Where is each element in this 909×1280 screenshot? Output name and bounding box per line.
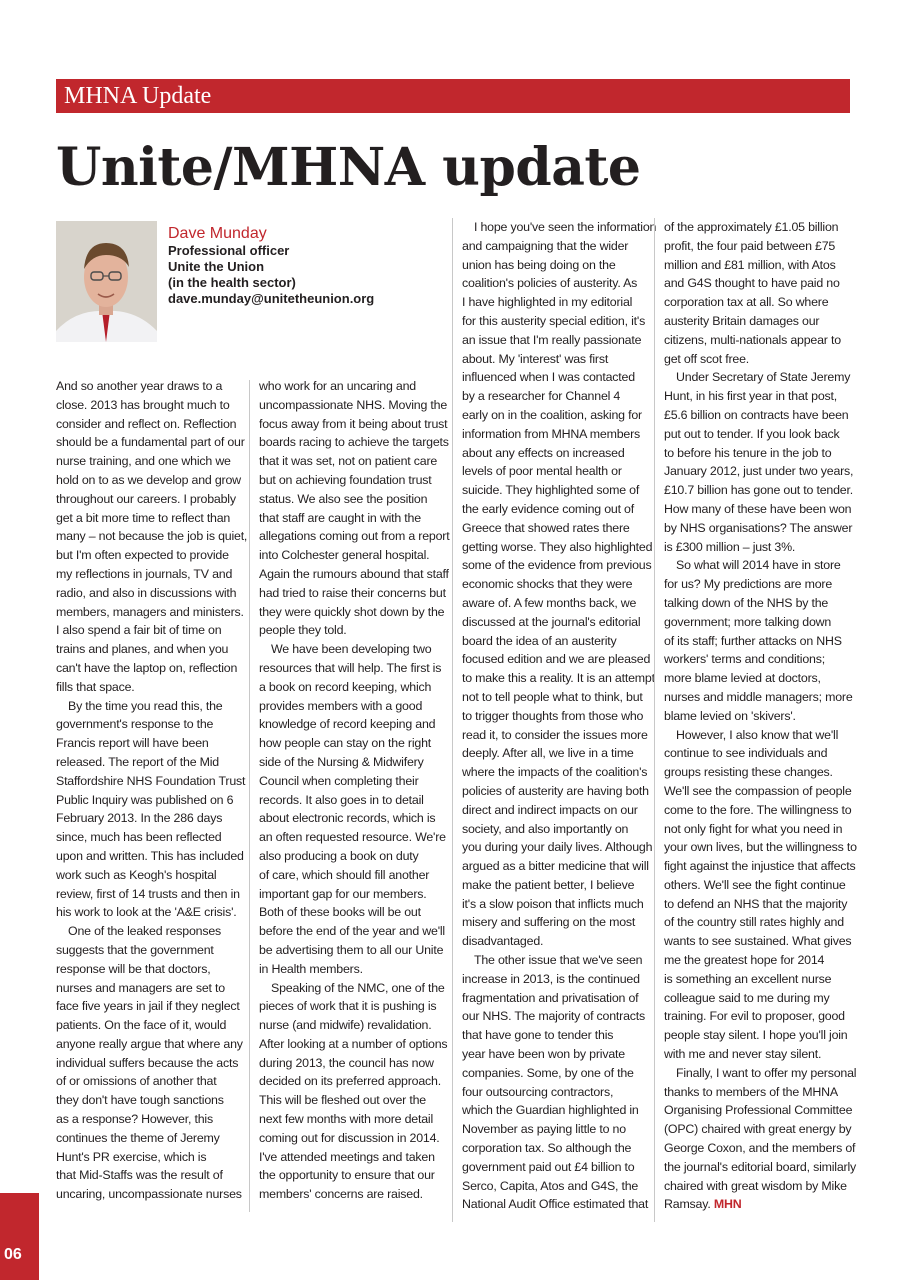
text-line: One of the leaked responses (68, 924, 222, 939)
column-divider (452, 218, 453, 1222)
text-line: coming out for discussion in 2014. (259, 1130, 440, 1145)
text-line: the opportunity to ensure that our (259, 1168, 435, 1183)
text-line: groups resisting these changes. (664, 765, 833, 780)
text-line: aware of. A few months back, we (462, 595, 637, 610)
section-title: MHNA Update (64, 83, 212, 109)
text-line: society, and also importantly on (462, 821, 629, 836)
text-line: Hunt, in his first year in that post, (664, 389, 838, 404)
text-line: the early evidence coming out of (462, 501, 634, 516)
text-line: Speaking of the NMC, one of the (271, 980, 445, 995)
paragraph (664, 726, 857, 1064)
text-line: wants to see sustained. What gives (664, 934, 852, 949)
text-line: February 2013. In the 286 days (56, 811, 223, 826)
text-line: companies. Some, by one of the (462, 1065, 634, 1080)
text-line: Council when completing their (259, 773, 419, 788)
text-line: next few months with more detail (259, 1112, 434, 1127)
paragraph (56, 922, 246, 1204)
text-line: that it was set, not on patient care (259, 454, 438, 469)
text-line: be advertising them to all our Unite (259, 942, 444, 957)
text-line: for us? My predictions are more (664, 577, 833, 592)
text-line: it's a slow poison that inflicts much (462, 896, 644, 911)
text-line: more blame levied at doctors, (664, 671, 821, 686)
text-line: had tried to raise their concerns but (259, 585, 446, 600)
text-line: discussed at the journal's editorial (462, 614, 641, 629)
text-line: about. My 'interest' was first (462, 351, 609, 366)
text-line: also producing a book on duty (259, 848, 419, 863)
text-line: Under Secretary of State Jeremy (676, 370, 851, 385)
text-line: me the greatest hope for 2014 (664, 953, 825, 968)
text-line: others. We'll see the fight continue (664, 877, 846, 892)
text-line: (OPC) chaired with great energy by (664, 1122, 852, 1137)
text-line: our NHS. The majority of contracts (462, 1009, 646, 1024)
text-line: economic shocks that they were (462, 577, 633, 592)
text-line: not only fight for what you need in (664, 821, 843, 836)
paragraph (664, 218, 854, 368)
text-line: that Mid-Staffs was the result of (56, 1168, 223, 1183)
text-line: hold on to as we develop and grow (56, 472, 241, 487)
text-line: members' concerns are raised. (259, 1187, 423, 1202)
paragraph (664, 368, 854, 556)
text-line: of the approximately £1.05 billion (664, 220, 839, 234)
text-line: chaired with great wisdom by Mike (664, 1178, 847, 1193)
text-line: uncompassionate NHS. Moving the (259, 397, 448, 412)
text-line: thanks to members of the MHNA (664, 1084, 838, 1099)
text-line: read it, to consider the issues more (462, 727, 648, 742)
text-line: records. It also goes in to detail (259, 792, 424, 807)
text-line: citizens, multi-nationals appear to (664, 332, 841, 347)
text-line: nurses and middle managers; more (664, 689, 853, 704)
text-line: an often requested resource. We're (259, 830, 446, 845)
text-line: work such as Keogh's hospital (56, 867, 217, 882)
text-line: status. We also see the position (259, 491, 428, 506)
text-line: By the time you read this, the (68, 698, 223, 713)
text-line: is £300 million – just 3%. (664, 539, 796, 554)
text-line: However, I also know that we'll (676, 727, 839, 742)
text-line: government's response to the (56, 717, 214, 732)
text-line: austerity Britain damages our (664, 313, 820, 328)
paragraph (259, 979, 449, 1205)
text-line: direct and indirect impacts on our (462, 802, 638, 817)
text-line: of its staff; further attacks on NHS (664, 633, 842, 648)
text-line: National Audit Office estimated that (462, 1197, 649, 1212)
text-line: profit, the four paid between £75 (664, 238, 836, 253)
text-line: members, managers and ministers. (56, 604, 244, 619)
text-line: get off scot free. (664, 351, 750, 366)
text-line: the journal's editorial board, similarly (664, 1159, 857, 1174)
text-line: union has being doing on the (462, 257, 616, 272)
text-line: resources that will help. The first is (259, 660, 442, 675)
text-line: important gap for our members. (259, 886, 427, 901)
text-line: focus away from it being about trust (259, 416, 448, 431)
text-line: January 2012, just under two years, (664, 464, 854, 479)
text-line: Organising Professional Committee (664, 1103, 853, 1118)
text-line: Both of these books will be out (259, 905, 421, 920)
text-line: Serco, Capita, Atos and G4S, the (462, 1178, 639, 1193)
text-line: Hunt's PR exercise, which is (56, 1149, 207, 1164)
text-line: for this austerity special edition, it's (462, 313, 646, 328)
text-line: The other issue that we've seen (474, 953, 643, 968)
text-line: not to tell people what to think, but (462, 689, 643, 704)
text-line: corporation tax. So although the (462, 1141, 632, 1156)
text-line: which the Guardian highlighted in (462, 1103, 639, 1118)
text-line: of the country still rates highly and (664, 915, 844, 930)
text-line: government; more talking down (664, 614, 832, 629)
text-line: suggests that the government (56, 942, 214, 957)
page-number: 06 (4, 1246, 22, 1263)
text-line: We have been developing two (271, 642, 432, 657)
text-line: with me and never stay silent. (664, 1047, 822, 1062)
text-line: released. The report of the Mid (56, 754, 220, 769)
text-line: misery and suffering on the most (462, 915, 636, 930)
text-line: continues the theme of Jeremy (56, 1130, 220, 1145)
author-photo-image (56, 221, 157, 342)
text-line: an issue that I'm really passionate (462, 332, 642, 347)
text-line: increase in 2013, is the continued (462, 971, 640, 986)
text-line: anyone really argue that where any (56, 1036, 243, 1051)
text-line: I hope you've seen the information (474, 220, 657, 234)
text-line: your own lives, but the willingness to (664, 840, 857, 855)
text-line: radio, and also in discussions with (56, 585, 237, 600)
article-column-3 (462, 218, 657, 1214)
paragraph (462, 218, 657, 951)
text-line: provides members with a good (259, 698, 423, 713)
text-line: and campaigning that the wider (462, 238, 629, 253)
text-line: how people can stay on the right (259, 736, 432, 751)
author-name: Dave Munday (168, 225, 267, 242)
text-line: face five years in jail if they neglect (56, 999, 240, 1014)
text-line: decided on its preferred approach. (259, 1074, 441, 1089)
column-divider (654, 218, 655, 1222)
text-line: deeply. After all, we live in a time (462, 746, 634, 761)
paragraph (56, 377, 246, 697)
text-line: side of the Nursing & Midwifery (259, 754, 424, 769)
text-line: government paid out £4 billion to (462, 1159, 635, 1174)
text-line: Staffordshire NHS Foundation Trust (56, 773, 246, 788)
text-line: put out to tender. If you look back (664, 426, 840, 441)
text-line: fills that space. (56, 679, 135, 694)
text-line: review, first of 14 trusts and then in (56, 886, 240, 901)
text-line: is something an excellent nurse (664, 971, 832, 986)
paragraph (259, 640, 449, 978)
text-line: in Health members. (259, 961, 363, 976)
text-line: fight against the injustice that affects (664, 859, 856, 874)
text-line: Public Inquiry was published on 6 (56, 792, 234, 807)
text-line: should be a fundamental part of our (56, 435, 245, 450)
text-line: who work for an uncaring and (259, 379, 416, 393)
text-line: since, much has been reflected (56, 830, 222, 845)
text-line: And so another year draws to a (56, 379, 223, 393)
text-line: knowledge of record keeping and (259, 717, 436, 732)
text-line: November as paying little to no (462, 1122, 626, 1137)
article-column-4 (664, 218, 857, 1214)
text-line: influenced when I was contacted (462, 370, 635, 385)
text-line: about electronic records, which is (259, 811, 436, 826)
section-banner (56, 79, 850, 113)
text-line: £5.6 billion on contracts have been (664, 407, 849, 422)
text-line: I also spend a fair bit of time on (56, 623, 222, 638)
text-line: some of the evidence from previous (462, 558, 652, 573)
text-line: but on achieving foundation trust (259, 472, 432, 487)
text-line: make the patient better, I believe (462, 877, 635, 892)
text-line: Greece that showed rates there (462, 520, 630, 535)
text-line: pieces of work that it is pushing is (259, 999, 437, 1014)
author-email: dave.munday@unitetheunion.org (168, 291, 375, 306)
text-line: close. 2013 has brought much to (56, 397, 230, 412)
text-line: allegations coming out from a report (259, 529, 450, 544)
text-line: blame levied on 'skivers'. (664, 708, 796, 723)
text-line: suicide. They highlighted some of (462, 483, 640, 498)
text-line: We'll see the compassion of people (664, 783, 852, 798)
text-line: corporation tax at all. So where (664, 295, 829, 310)
text-line: nurse training, and one which we (56, 454, 231, 469)
text-line: individual suffers because the acts (56, 1055, 239, 1070)
text-line: to trigger thoughts from those who (462, 708, 644, 723)
text-line: people they told. (259, 623, 347, 638)
text-line: you during your daily lives. Although (462, 840, 653, 855)
paragraph (462, 951, 652, 1214)
text-line: nurse (and midwife) revalidation. (259, 1018, 432, 1033)
text-line: about any effects on increased (462, 445, 625, 460)
text-line: continue to see individuals and (664, 746, 828, 761)
text-line: by a researcher for Channel 4 (462, 389, 621, 404)
paragraph (664, 1064, 857, 1214)
text-line: getting worse. They also highlighted (462, 539, 653, 554)
paragraph (664, 556, 854, 725)
author-photo (56, 221, 157, 342)
text-line: focused edition and we are pleased (462, 652, 651, 667)
text-line: £10.7 billion has gone out to tender. (664, 483, 853, 498)
text-line: his work to look at the 'A&E crisis'. (56, 905, 237, 920)
text-line: workers' terms and conditions; (664, 652, 825, 667)
text-line: where the impacts of the coalition's (462, 765, 648, 780)
text-line: a book on record keeping, which (259, 679, 432, 694)
text-line: George Coxon, and the members of (664, 1141, 856, 1156)
article-column-2 (259, 377, 449, 1204)
headline: Unite/MHNA update (56, 137, 641, 198)
text-line: by NHS organisations? The answer (664, 520, 853, 535)
text-line: into Colchester general hospital. (259, 548, 430, 563)
text-line: levels of poor mental health or (462, 464, 622, 479)
text-line: that have gone to tender this (462, 1028, 614, 1043)
text-line: get a bit more time to reflect than (56, 510, 231, 525)
text-line: consider and reflect on. Reflection (56, 416, 237, 431)
end-mark: MHN (713, 1197, 742, 1212)
text-line: many – not because the job is quiet, (56, 529, 248, 544)
paragraph (56, 697, 246, 923)
text-line: four outsourcing contractors, (462, 1084, 614, 1099)
text-line: uncaring, uncompassionate nurses (56, 1187, 242, 1202)
text-line: I have highlighted in my editorial (462, 295, 633, 310)
text-line: talking down of the NHS by the (664, 595, 829, 610)
paragraph (259, 377, 449, 640)
text-line: people stay silent. I hope you'll join (664, 1028, 848, 1043)
text-line: throughout our careers. I probably (56, 491, 236, 506)
text-line: early on in the coalition, asking for (462, 407, 642, 422)
text-line: during 2013, the council has now (259, 1055, 434, 1070)
text-line: This will be fleshed out over the (259, 1093, 426, 1108)
article-column-1 (56, 377, 246, 1204)
author-role: Professional officer (168, 243, 290, 258)
text-line: of care, which should fill another (259, 867, 430, 882)
text-line: Ramsay. (664, 1197, 711, 1212)
text-line: trains and planes, and when you (56, 642, 229, 657)
text-line: my reflections in journals, TV and (56, 566, 233, 581)
text-line: board the idea of an austerity (462, 633, 617, 648)
text-line: nurses and managers are set to (56, 980, 225, 995)
author-block (168, 224, 408, 307)
text-line: colleague said to me during my (664, 990, 830, 1005)
text-line: How many of these have been won (664, 501, 852, 516)
text-line: So what will 2014 have in store (676, 558, 841, 573)
text-line: upon and written. This has included (56, 848, 244, 863)
text-line: policies of austerity are having both (462, 783, 649, 798)
text-line: to defend an NHS that the majority (664, 896, 848, 911)
text-line: come to the fore. The willingness to (664, 802, 852, 817)
text-line: response will be that doctors, (56, 961, 211, 976)
column-divider (249, 380, 250, 1212)
text-line: Finally, I want to offer my personal (676, 1065, 857, 1080)
text-line: After looking at a number of options (259, 1036, 448, 1051)
text-line: as a response? However, this (56, 1112, 213, 1127)
text-line: fragmentation and privatisation of (462, 990, 639, 1005)
text-line: of or omissions of another that (56, 1074, 217, 1089)
text-line: information from MHNA members (462, 426, 641, 441)
text-line: can't have the laptop on, reflection (56, 660, 238, 675)
text-line: I've attended meetings and taken (259, 1149, 435, 1164)
text-line: and G4S thought to have paid no (664, 276, 840, 291)
text-line: that staff are caught in with the (259, 510, 421, 525)
text-line: to before his tenure in the job to (664, 445, 832, 460)
text-line: to make this a reality. It is an attempt (462, 671, 655, 686)
text-line: year have been won by private (462, 1047, 625, 1062)
text-line: boards racing to achieve the targets (259, 435, 449, 450)
page-number-box (0, 1193, 39, 1280)
text-line: Again the rumours abound that staff (259, 566, 449, 581)
text-line: training. For evil to proposer, good (664, 1009, 845, 1024)
author-org: Unite the Union (168, 259, 265, 274)
text-line: before the end of the year and we'll (259, 924, 445, 939)
author-sector: (in the health sector) (168, 275, 296, 290)
text-line: disadvantaged. (462, 934, 544, 949)
text-line: Francis report will have been (56, 736, 209, 751)
text-line: argued as a bitter medicine that will (462, 859, 649, 874)
text-line: they were quickly shot down by the (259, 604, 445, 619)
text-line: but I'm often expected to provide (56, 548, 229, 563)
text-line: patients. On the face of it, would (56, 1018, 227, 1033)
text-line: they don't have tough sanctions (56, 1093, 224, 1108)
text-line: coalition's policies of austerity. As (462, 276, 638, 291)
text-line: million and £81 million, with Atos (664, 257, 836, 272)
